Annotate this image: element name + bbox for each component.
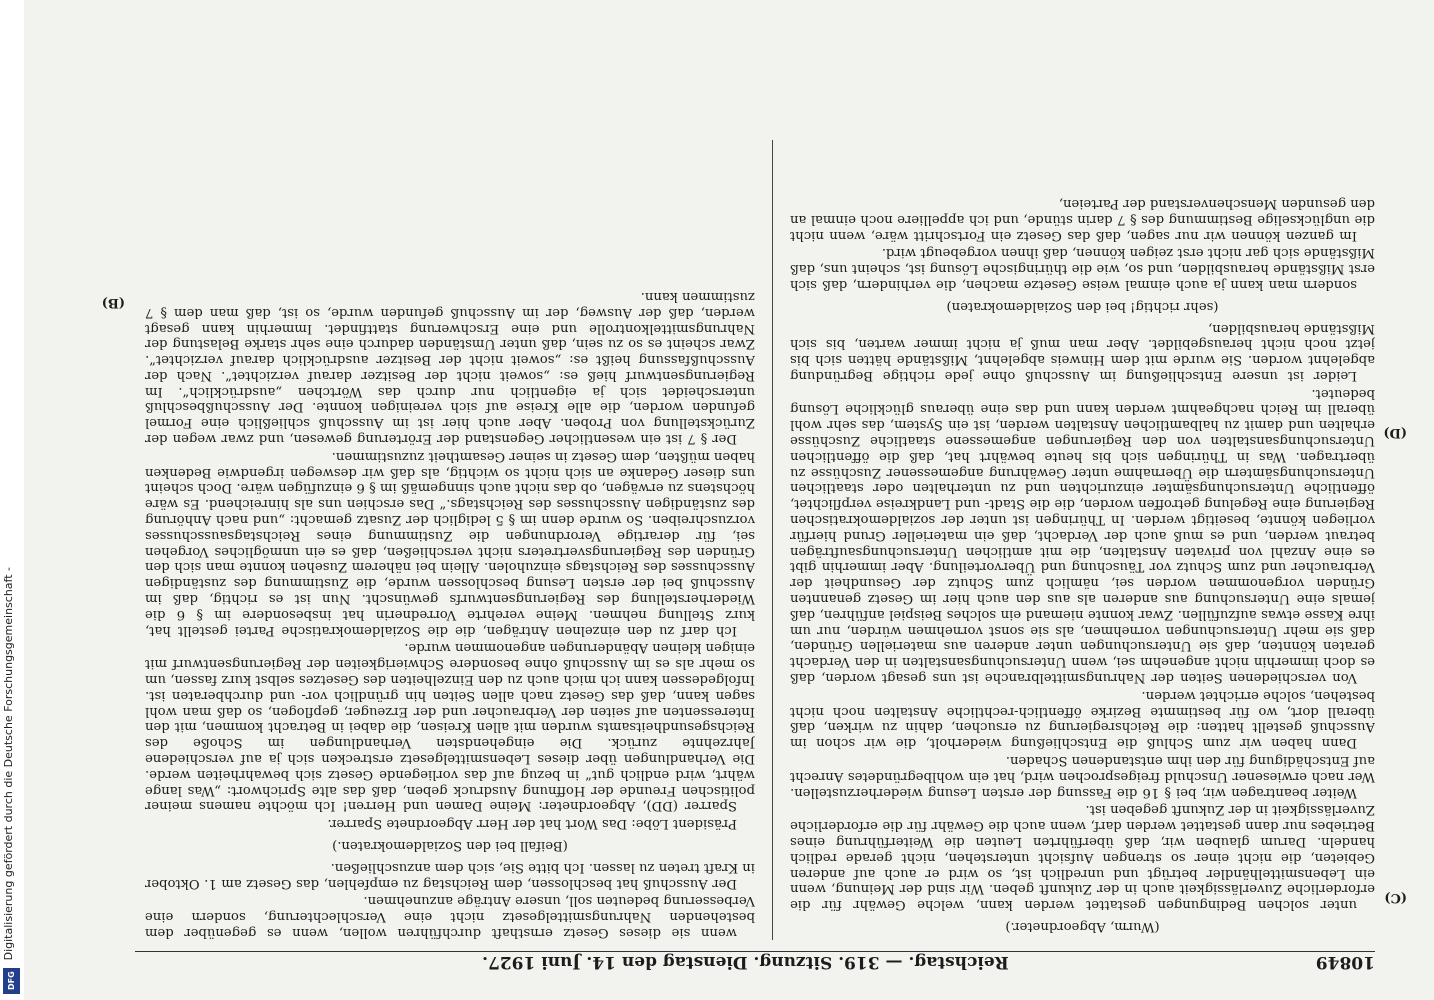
margin-mark-b: (B) xyxy=(101,295,125,310)
rotated-page-content xyxy=(95,0,1415,1000)
funding-notice: Digitalisierung gefördert durch die Deutsche Forschungsgemeinschaft - xyxy=(2,566,15,960)
right-column-paragraph: Ich darf zu den einzelnen Anträgen, die die Sozialdemokratische Partei gestellt hat, kurz Stellung nehmen. Meine verehrte Vorrednerin hat insbesondere im § 6 die Wiederherstellung des Regierungsentwurfs gewünscht. Nun ist es richtig, daß im Ausschuß bei der ersten Lesung beschlossen wurde, die Zustimmung des zuständigen Ausschusses des Reichstags einzuholen. Allein bei näherem Zusehen konnte man sich den Gründen des Regierungsvertreters nicht verschließen, daß es ein unmögliches Vorgehen sei, für derartige Verordnungen die Zustimmung eines Reichstagsausschusses vorzuschreiben. So wurde denn im § 5 lediglich der Zusatz gemacht: „und nach Anhörung des zuständigen Ausschusses des Reichstags.“ Das erschien uns als hinreichend. Es wäre höchstens zu erwägen, ob das nicht auch sinngemäß im § 6 einzufügen wäre. Doch scheint uns dieser Gedanke an sich nicht so wichtig, als daß wir deswegen irgendwie Bedenken haben müßten, dem Gesetz in seiner Gesamtheit zuzustimmen. xyxy=(145,448,755,638)
margin-mark-d: (D) xyxy=(1383,425,1407,440)
left-column-paragraph: sondern man kann ja auch einmal weise Gesetze machen, die verhindern, daß sich erst Mißstände herausbilden, und so, wie die thüringische Lösung ist, scheint uns, daß Mißstände sich gar nicht erst zeigen können, daß ihnen vorgebeugt wird. xyxy=(790,245,1375,292)
left-column-paragraph: Leider ist unsere Entschließung im Ausschuß ohne jede richtige Begründung abgelehnt worden. Sie wurde mit dem Hinweis abgelehnt, Mißstände hätten sich bis jetzt noch nicht herausgebildet. Aber man muß ja nicht immer warten, bis sich Mißstände herausbilden, xyxy=(790,320,1375,383)
column-left xyxy=(790,130,1375,940)
header-title: Reichstag. — 319. Sitzung. Dienstag den 14. Juni 1927. xyxy=(482,952,1009,972)
scanned-page xyxy=(95,0,1415,1000)
right-column-paragraph: Der § 7 ist ein wesentlicher Gegenstand der Erörterung gewesen, und zwar wegen der Zurückstellung von Proben. Aber auch hier ist im Ausschuß schließlich eine Formel gefunden worden, die alle Kreise auf sich vereinigen konnte. Der Ausschußbeschluß unterscheidet sich ja eigentlich nur durch das Wörtchen „ausdrücklich“. Im Regierungsentwurf hieß es: „soweit nicht der Besitzer darauf verzichtet“. Nach der Ausschußfassung heißt es: „soweit nicht der Besitzer ausdrücklich darauf verzichtet“. Zwar scheint es so zu sein, daß unter Umständen dadurch eine sehr starke Belastung der Nahrungsmittelkontrolle und eine Erschwerung stattfindet. Immerhin kann gesagt werden, daß der Ausweg, der im Ausschuß gefunden wurde, so ist, daß man dem § 7 zustimmen kann. xyxy=(145,288,755,447)
left-column-paragraph: Dann haben wir zum Schluß die Entschließung wiederholt, die wir schon im Ausschuß gestellt hatten: die Reichsregierung zu ersuchen, dahin zu wirken, daß überall dort, wo für bestimmte Bezirke öffentlich-rechtliche Anstalten noch nicht bestehen, solche errichtet werden. xyxy=(790,687,1375,751)
dfg-logo: DFG xyxy=(3,968,20,994)
right-column-paragraph: Präsident Löbe: Das Wort hat der Herr Abgeordnete Sparrer. xyxy=(327,816,737,832)
right-column-paragraph: Der Ausschuß hat beschlossen, dem Reichstag zu empfehlen, das Gesetz am 1. Oktober in Kraft treten zu lassen. Ich bitte Sie, sich dem anzuschließen. xyxy=(145,859,755,891)
right-column-paragraph: Sparrer (DD), Abgeordneter: Meine Damen und Herren! Ich möchte namens meiner politischen Freunde der Hoffnung Ausdruck geben, daß das alte Sprichwort: „Was lange währt, wird endlich gut“ in bezug auf das vorliegende Gesetz sich bewahrheiten werde. Die Verhandlungen über dieses Lebensmittelgesetz erstrecken sich ja auf verschiedene Jahrzehnte zurück. Die eingehendsten Verhandlungen im Schoße des Reichsgesundheitsamts wurden mit allen Kreisen, die dabei in Betracht kommen, mit den Interessenten auf seiten der Verbraucher und der Erzeuger, gepflogen, so daß man wohl sagen kann, daß das Gesetz nach allen Seiten hin gründlich vor- und durchberaten ist. Infolgedessen kann ich mich auch zu den Einzelheiten des Gesetzes selbst kurz fassen, um so mehr als es im Ausschuß ohne besondere Schwierigkeiten der Regierungsentwurf mit einigen kleinen Abänderungen angenommen wurde. xyxy=(145,640,755,814)
left-column-paragraph: (sehr richtig! bei den Sozialdemokraten) xyxy=(946,298,1219,314)
page-number: 10849 xyxy=(1315,952,1375,972)
left-column-paragraph: Im ganzen können wir nur sagen, daß das Gesetz ein Fortschritt wäre, wenn nicht die unglückselige Bestimmung des § 7 darin stünde, und ich appelliere noch einmal an den gesunden Menschenverstand der Parteien, xyxy=(790,195,1375,243)
page-header xyxy=(135,951,1375,980)
left-column-paragraph: (Wurm, Abgeordneter.) xyxy=(1005,919,1160,934)
column-divider xyxy=(772,140,773,940)
left-column-paragraph: Weiter beantragen wir, bei § 16 die Fassung der ersten Lesung wiederherzustellen. Wer nach erwiesener Unschuld freigesprochen wird, hat ein wohlbegründetes Anrecht auf Entschädigung für den ihm entstandenen Schaden. xyxy=(790,753,1375,800)
margin-mark-c: (C) xyxy=(1384,890,1407,905)
left-column-paragraph: unter solchen Bedingungen gestattet werden kann, welche Gewähr für die erforderliche Zuverlässigkeit auch in der Zukunft geben. Wir sind der Meinung, wenn ein Lebensmittelhändler betrügt und unredlich ist, so wird er auch auf anderen Gebieten, die nicht einer so strengen Aufsicht unterstehen, nicht gerade redlich handeln. Darum glauben wir, daß überführten Leuten die Weiterführung eines Betriebes nur dann gestattet werden darf, wenn auch die Gewähr für die erforderliche Zuverlässigkeit in der Zukunft gegeben ist. xyxy=(790,802,1375,913)
left-column-paragraph: Von verschiedenen Seiten der Nahrungsmittelbranche ist uns gesagt worden, daß es doch immerhin nicht angenehm sei, wenn Untersuchungsanstalten in den Verdacht geraten könnten, daß sie Untersuchungen unter anderen aus materiellen Gründen, daß sie mehr Untersuchungen vornehmen, als sie sonst vornehmen würden, nur um ihre Kasse etwas aufzufüllen. Zwar konnte niemand ein solches Beispiel anführen, daß jemals eine Untersuchung aus anderen als aus den auch hier im Gesetz genannten Gründen vorgenommen worden sei, nämlich zum Schutz der Gesundheit der Verbraucher und zum Schutz vor Täuschung und Übervorteilung. Aber immerhin gibt es eine Anzahl von privaten Anstalten, die mit amtlichen Untersuchungsaufträgen betraut werden, und es muß auch der Verdacht, daß ein materieller Grund hierfür vorliegen könnte, beseitigt werden. In Thüringen ist unter der sozialdemokratischen Regierung eine Regelung getroffen worden, die die Stadt- und Landkreise verpflichtet, öffentliche Untersuchungsämter einzurichten und zu unterhalten oder staatlichen Untersuchungsämtern die Übernahme unter Gewährung angemessener Zuschüsse zu übertragen. Was in Thüringen sich bis heute bewährt hat, daß die öffentlichen Untersuchungsanstalten von den Regierungen angemessene staatliche Zuschüsse erhalten und damit zu halbamtlichen Anstalten werden, ist ein System, das sehr wohl überall im Reich nachgeahmt werden kann und das eine überaus glückliche Lösung bedeutet. xyxy=(790,385,1375,686)
right-column-paragraph: wenn sie dieses Gesetz ernsthaft durchführen wollen, wenn es gegenüber dem bestehenden Nahrungsmittelgesetz nicht eine Verschlechterung, sondern eine Verbesserung bedeuten soll, unsere Anträge anzunehmen. xyxy=(145,893,755,940)
digitization-sidebar xyxy=(0,0,24,1000)
right-column-paragraph: (Beifall bei den Sozialdemokraten.) xyxy=(332,838,568,854)
column-right xyxy=(145,130,755,940)
